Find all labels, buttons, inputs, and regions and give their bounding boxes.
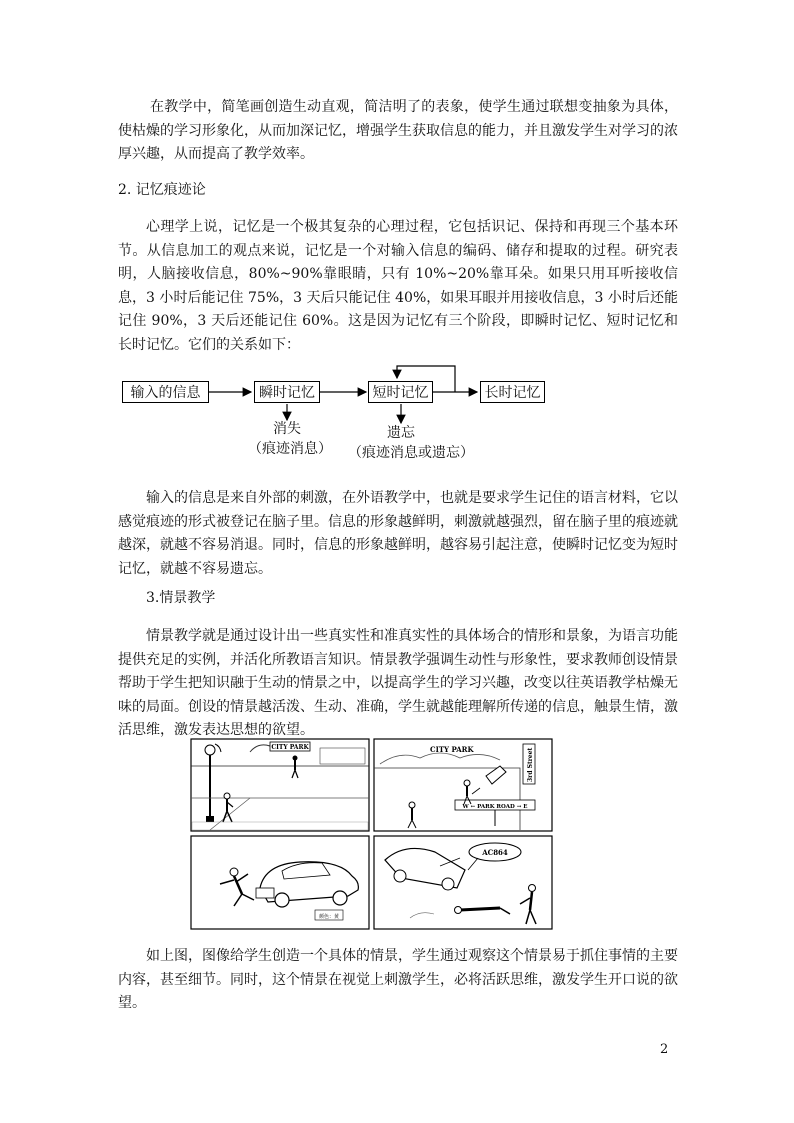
loss-label: 消失 xyxy=(273,421,301,437)
situational-illustration xyxy=(190,738,553,930)
illustration-drawing xyxy=(190,738,553,930)
heading-situational-teaching: 3.情景教学 xyxy=(146,590,216,606)
input-info-box: 输入的信息 xyxy=(122,381,209,403)
panel-4 xyxy=(374,836,552,929)
forget-note: （痕迹消息或遗忘） xyxy=(348,445,474,461)
license-plate: AC864 xyxy=(482,848,508,857)
sensory-memory-box: 瞬时记忆 xyxy=(254,381,320,403)
city-park-sign-1: CITY PARK xyxy=(271,744,309,751)
paragraph-5: 如上图，图像给学生创造一个具体的情景，学生通过观察这个情景易于抓住事情的主要内容，甚至细节。同时，这个情景在视觉上刺激学生，必将活跃思维，激发学生开口说的欲望。 xyxy=(118,948,678,1011)
loss-note: （痕迹消息） xyxy=(248,441,332,457)
short-term-memory-box: 短时记忆 xyxy=(368,381,433,403)
road-sign: W ← PARK ROAD → E xyxy=(462,804,528,810)
paragraph-3: 输入的信息是来自外部的刺激，在外语教学中，也就是要求学生记住的语言材料，它以感觉痕迹的形式被登记在脑子里。信息的形象越鲜明，刺激就越强烈，留在脑子里的痕迹就越深，就越不容易消退。同时，信息的形象越鲜明，越容易引起注意，使瞬时记忆变为短时记忆，就越不容易遗忘。 xyxy=(118,490,678,577)
car-label: 颜色：黄 xyxy=(318,914,340,920)
street-sign: 3rd Street xyxy=(527,747,534,782)
paragraph-4: 情景教学就是通过设计出一些真实性和准真实性的具体场合的情形和景象，为语言功能提供充足的实例，并活化所教语言知识。情景教学强调生动性与形象性，要求教师创设情景帮助于学生把知识融于生动的情景之中，以提高学生的学习兴趣，改变以往英语教学枯燥无味的局面。创设的情景越活泼、生动、准确，学生就越能理解所传递的信息，触景生情，激活思维，激发表达思想的欲望。 xyxy=(118,628,678,738)
heading-memory-trace: 2. 记忆痕迹论 xyxy=(118,182,206,198)
panel-1 xyxy=(191,739,369,831)
page-number: 2 xyxy=(660,1042,669,1057)
diagram-arrows xyxy=(0,0,794,480)
city-park-sign-2: CITY PARK xyxy=(430,745,474,754)
long-term-memory-box: 长时记忆 xyxy=(480,381,545,403)
paragraph-1: 在教学中，简笔画创造生动直观，简洁明了的表象，使学生通过联想变抽象为具体，使枯燥的学习形象化，从而加深记忆，增强学生获取信息的能力，并且激发学生对学习的浓厚兴趣，从而提高了教学效率。 xyxy=(118,99,678,162)
paragraph-2: 心理学上说，记忆是一个极其复杂的心理过程，它包括识记、保持和再现三个基本环节。从信息加工的观点来说，记忆是一个对输入信息的编码、储存和提取的过程。研究表明，人脑接收信息，80%~90%靠眼睛，只有 10%~20%靠耳朵。如果只用耳听接收信息，3 小时后能记住 75%，3 天后只能记住 40%，如果耳眼并用接收信息，3 小时后还能记住 90%，3 天后还能记住 60%。这是因为记忆有三个阶段，即瞬时记忆、短时记忆和长时记忆。它们的关系如下： xyxy=(118,219,678,353)
panel-2 xyxy=(374,739,552,831)
panel-3 xyxy=(191,836,369,929)
forget-label: 遗忘 xyxy=(387,425,415,441)
